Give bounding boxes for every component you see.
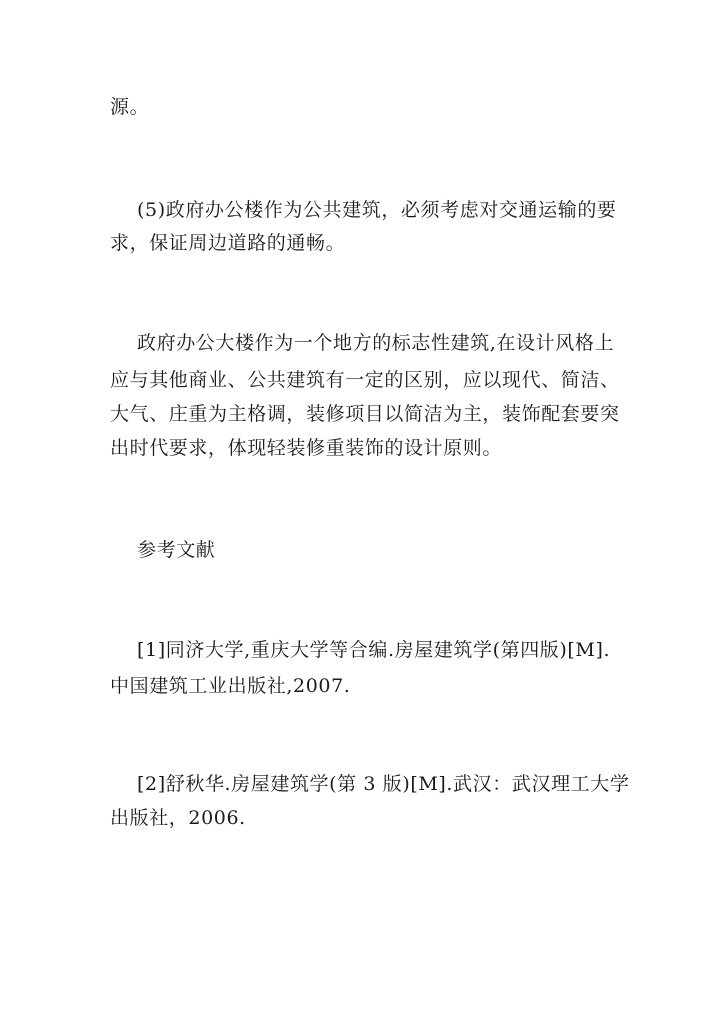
reference-2-line-1: [2]舒秋华.房屋建筑学(第 3 版)[M].武汉：武汉理工大学 xyxy=(137,773,630,795)
item-5-line-1: (5)政府办公楼作为公共建筑，必须考虑对交通运输的要 xyxy=(137,199,617,221)
paragraph-tail: 源。 xyxy=(110,96,150,118)
summary-line-4: 出时代要求，体现轻装修重装饰的设计原则。 xyxy=(110,437,503,459)
reference-1-line-2: 中国建筑工业出版社,2007. xyxy=(110,675,351,697)
summary-line-1: 政府办公大楼作为一个地方的标志性建筑,在设计风格上 xyxy=(137,332,615,354)
summary-line-3: 大气、庄重为主格调，装修项目以简洁为主，装饰配套要突 xyxy=(110,403,620,425)
reference-1-line-1: [1]同济大学,重庆大学等合编.房屋建筑学(第四版)[M]. xyxy=(137,639,611,661)
reference-2-line-2: 出版社，2006. xyxy=(110,807,246,829)
summary-line-2: 应与其他商业、公共建筑有一定的区别，应以现代、简洁、 xyxy=(110,369,620,391)
references-heading: 参考文献 xyxy=(137,539,216,561)
item-5-line-2: 求，保证周边道路的通畅。 xyxy=(110,232,346,254)
